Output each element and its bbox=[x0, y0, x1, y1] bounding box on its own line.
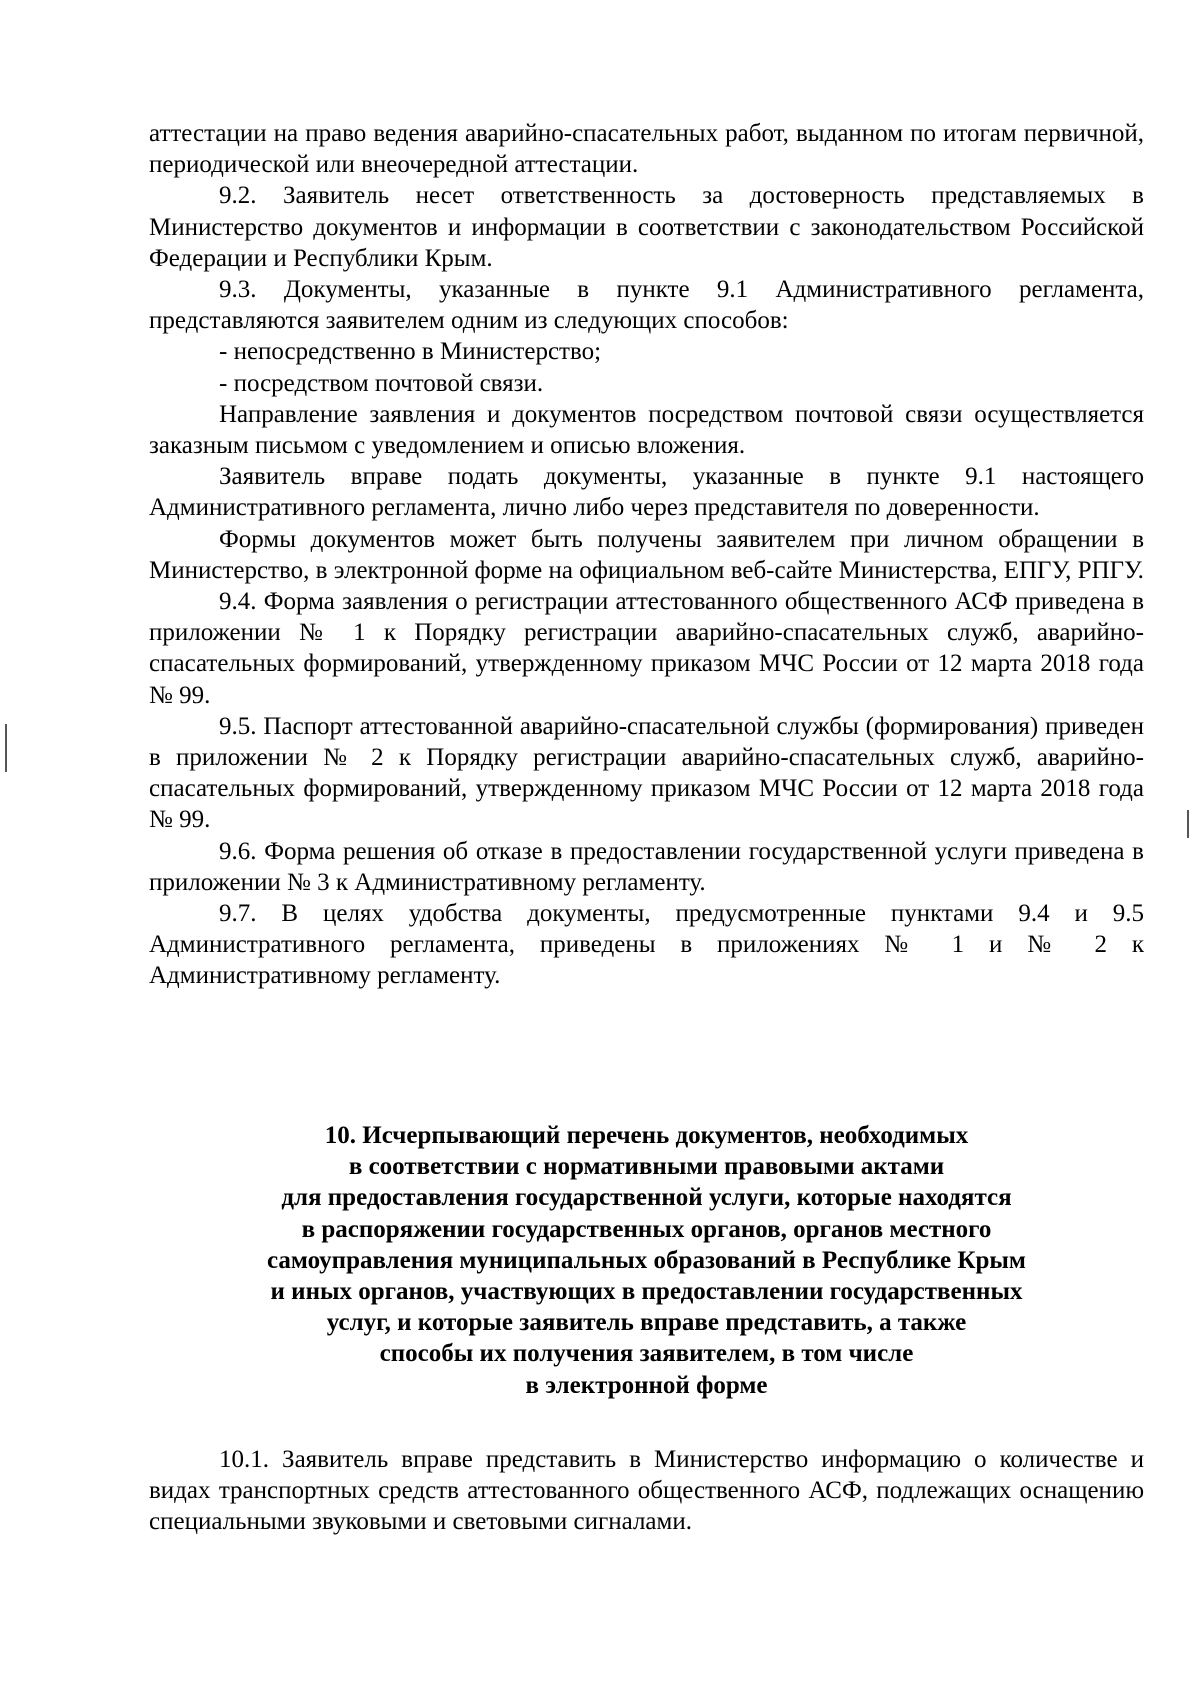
paragraph-9-7: 9.7. В целях удобства документы, предусмотренные пунктами 9.4 и 9.5 Административного регламента, приведены в приложениях № 1 и № 2 к Административному регламенту. bbox=[149, 900, 1144, 990]
list-item-ministry: - непосредственно в Министерство; bbox=[219, 338, 602, 366]
heading-line: в распоряжении государственных органов, органов местного bbox=[301, 1215, 992, 1243]
paragraph-10-1: 10.1. Заявитель вправе представить в Министерство информацию о количестве и видах транспортных средств аттестованного общественного АСФ, подлежащих оснащению специальными звуковыми и световыми сигналами. bbox=[149, 1446, 1144, 1536]
body-text-top bbox=[149, 118, 1144, 992]
heading-line: услуг, и которые заявитель вправе представить, а также bbox=[326, 1309, 967, 1337]
heading-line: для предоставления государственной услуги, которые находятся bbox=[281, 1184, 1012, 1212]
paragraph-9-2: 9.2. Заявитель несет ответственность за достоверность представляемых в Министерство документов и информации в соответствии с законодательством Российской Федерации и Республики Крым. bbox=[149, 182, 1144, 272]
heading-line: 10. Исчерпывающий перечень документов, необходимых bbox=[324, 1122, 969, 1149]
scan-artifact-line bbox=[1187, 810, 1189, 838]
section-10-heading bbox=[149, 1120, 1144, 1401]
paragraph-continuation: аттестации на право ведения аварийно-спасательных работ, выданном по итогам первичной, периодической или внеочередной аттестации. bbox=[149, 120, 1144, 179]
list-item-mail: - посредством почтовой связи. bbox=[219, 369, 544, 397]
heading-line: и иных органов, участвующих в предоставлении государственных bbox=[270, 1278, 1023, 1306]
paragraph-forms: Формы документов может быть получены заявителем при личном обращении в Министерство, в электронной форме на официальном веб-сайте Министерства, ЕПГУ, РПГУ. bbox=[149, 525, 1144, 584]
heading-line: в электронной форме bbox=[525, 1371, 768, 1399]
paragraph-mail-delivery: Направление заявления и документов посредством почтовой связи осуществляется заказным письмом с уведомлением и описью вложения. bbox=[149, 400, 1144, 460]
paragraph-9-4: 9.4. Форма заявления о регистрации аттестованного общественного АСФ приведена в приложении № 1 к Порядку регистрации аварийно-спасательных служб, аварийно-спасательных формирований, утвержденному приказом МЧС России от 12 марта 2018 года № 99. bbox=[149, 588, 1144, 709]
paragraph-9-6: 9.6. Форма решения об отказе в предоставлении государственной услуги приведена в приложении № 3 к Административному регламенту. bbox=[149, 837, 1144, 896]
heading-line: в соответствии с нормативными правовыми актами bbox=[348, 1153, 945, 1181]
heading-line: самоуправления муниципальных образований в Республике Крым bbox=[267, 1246, 1026, 1274]
paragraph-9-3: 9.3. Документы, указанные в пункте 9.1 Административного регламента, представляются заявителем одним из следующих способов: bbox=[149, 276, 1144, 335]
body-text-bottom bbox=[149, 1444, 1144, 1538]
paragraph-9-5: 9.5. Паспорт аттестованной аварийно-спасательной службы (формирования) приведен в приложении № 2 к Порядку регистрации аварийно-спасательных служб, аварийно-спасательных формирований, утвержденному приказом МЧС России от 12 марта 2018 года № 99. bbox=[149, 712, 1144, 834]
scan-artifact-line bbox=[5, 724, 7, 772]
paragraph-submission-rights: Заявитель вправе подать документы, указанные в пункте 9.1 настоящего Административного регламента, лично либо через представителя по доверенности. bbox=[149, 463, 1144, 522]
heading-line: способы их получения заявителем, в том числе bbox=[379, 1340, 914, 1368]
